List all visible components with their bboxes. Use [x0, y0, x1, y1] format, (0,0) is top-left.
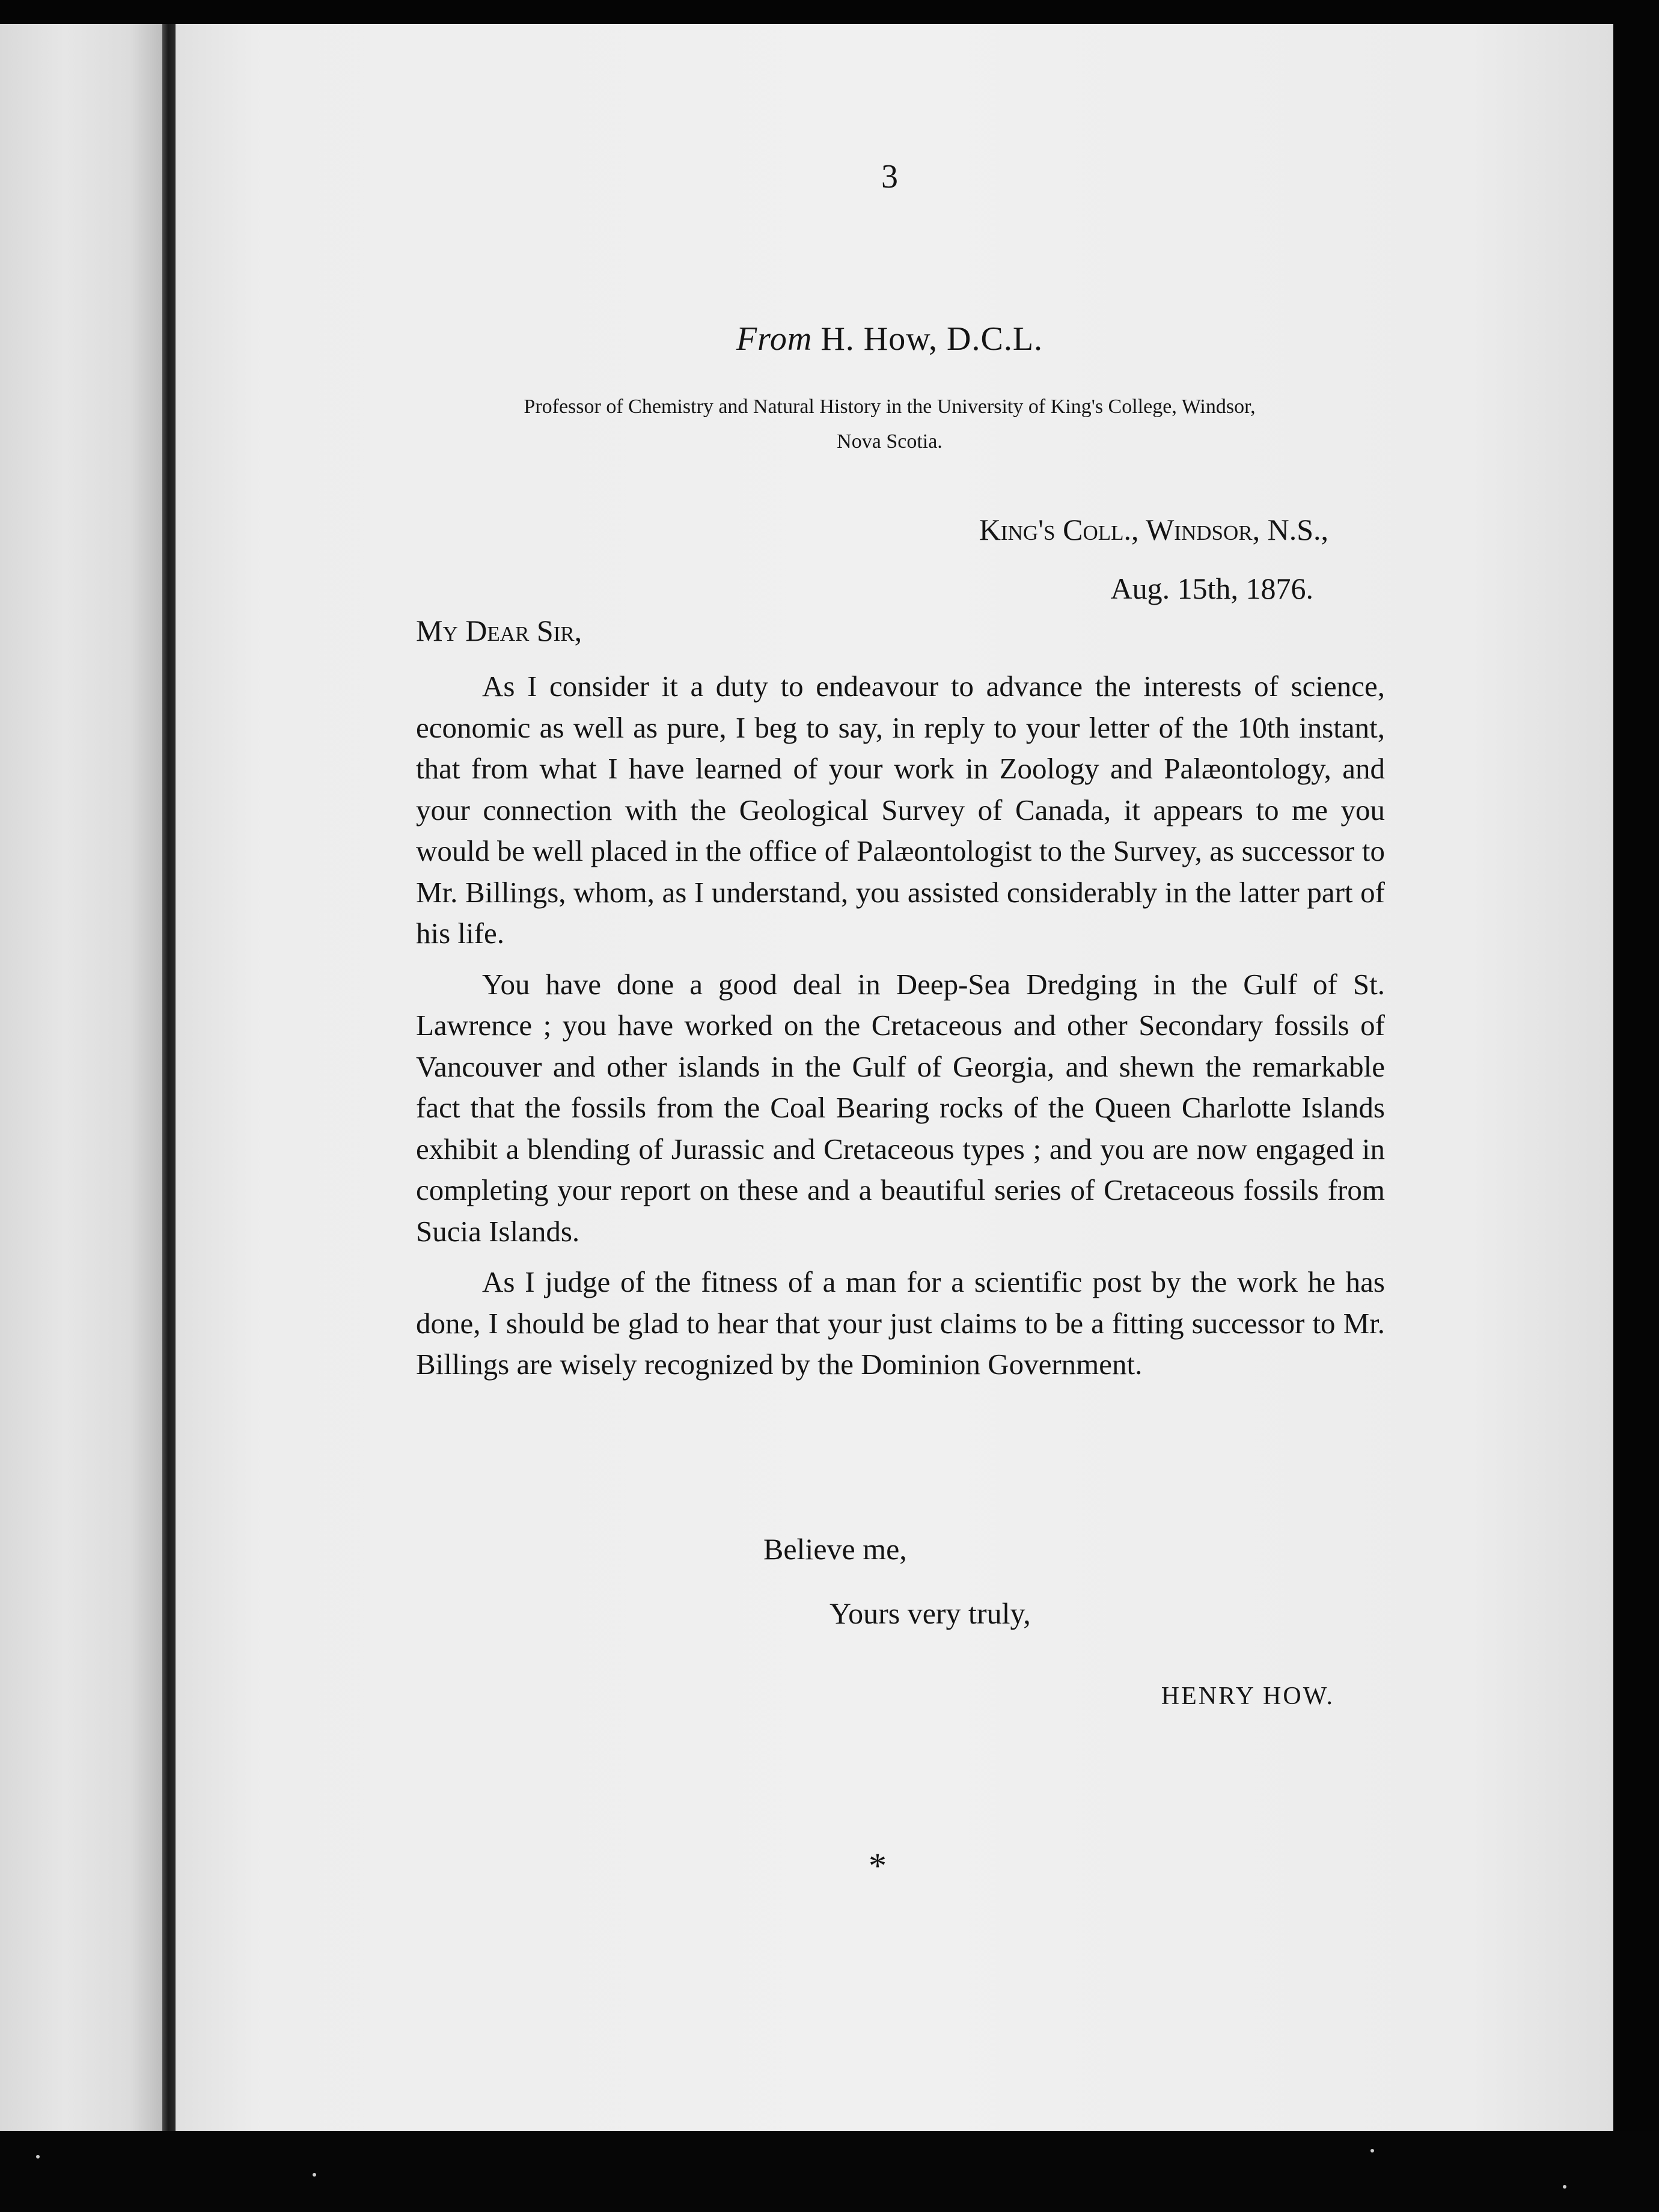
page-number: 3 [881, 158, 898, 195]
binding-gutter [162, 24, 176, 2131]
letter-paragraph-1: As I consider it a duty to endeavour to advance the interests of science, economic as well as pure, I beg to say, in reply to your letter of the 10th instant, that from what I have learned of your work in Zoology and Palæontology, and your connection with the Geological Survey of Canada, it appears to me you would be well placed in the office of Palæontologist to the Survey, as successor to Mr. Billings, whom, as I understand, you assisted considerably in the latter part of his life. [416, 670, 1385, 950]
letter-address: King's Coll., Windsor, N.S., [979, 513, 1328, 546]
scan-border-bottom [0, 2131, 1659, 2212]
asterisk-ornament: * [869, 1846, 887, 1886]
scan-speck [313, 2173, 316, 2177]
letter-paragraph-2: You have done a good deal in Deep-Sea Dredging in the Gulf of St. Lawrence ; you have worked on the Cretaceous and other Secondary fossils of Vancouver and other islands in the Gulf of Georgia, and shewn the remarkable fact that the fossils from the Coal Bearing rocks of the Queen Charlotte Islands exhibit a blending of Jurassic and Cretaceous types ; and you are now engaged in completing your report on these and a beautiful series of Cretaceous fossils from Sucia Islands. [416, 967, 1385, 1248]
scan-border-right [1613, 0, 1659, 2212]
scan-border-top [0, 0, 1659, 24]
letter-salutation: My Dear Sir, [416, 614, 582, 647]
scan-speck [36, 2155, 40, 2159]
letter-valediction: Yours very truly, [830, 1596, 1031, 1630]
letter-paragraph-3: As I judge of the fitness of a man for a scientific post by the work he has done, I should be glad to hear that your just claims to be a fitting successor to Mr. Billings are wisely recognized by the Dominion Government. [416, 1265, 1385, 1381]
scan-speck [1370, 2149, 1374, 2152]
author-title-line-2: Nova Scotia. [837, 430, 943, 453]
author-title [421, 390, 1358, 459]
author-title-line-1: Professor of Chemistry and Natural History in the University of King's College, Windsor, [524, 396, 1256, 418]
scan-speck [1563, 2185, 1566, 2189]
facing-page-edge [0, 24, 162, 2131]
letter-heading [421, 320, 1358, 358]
letter-closing: Believe me, [763, 1532, 907, 1566]
heading-from: From [736, 320, 813, 358]
letter-date: Aug. 15th, 1876. [1110, 572, 1313, 605]
letter-body [416, 666, 1385, 1395]
letter-signature: HENRY HOW. [1161, 1682, 1334, 1710]
heading-author: H. How, D.C.L. [820, 320, 1043, 358]
